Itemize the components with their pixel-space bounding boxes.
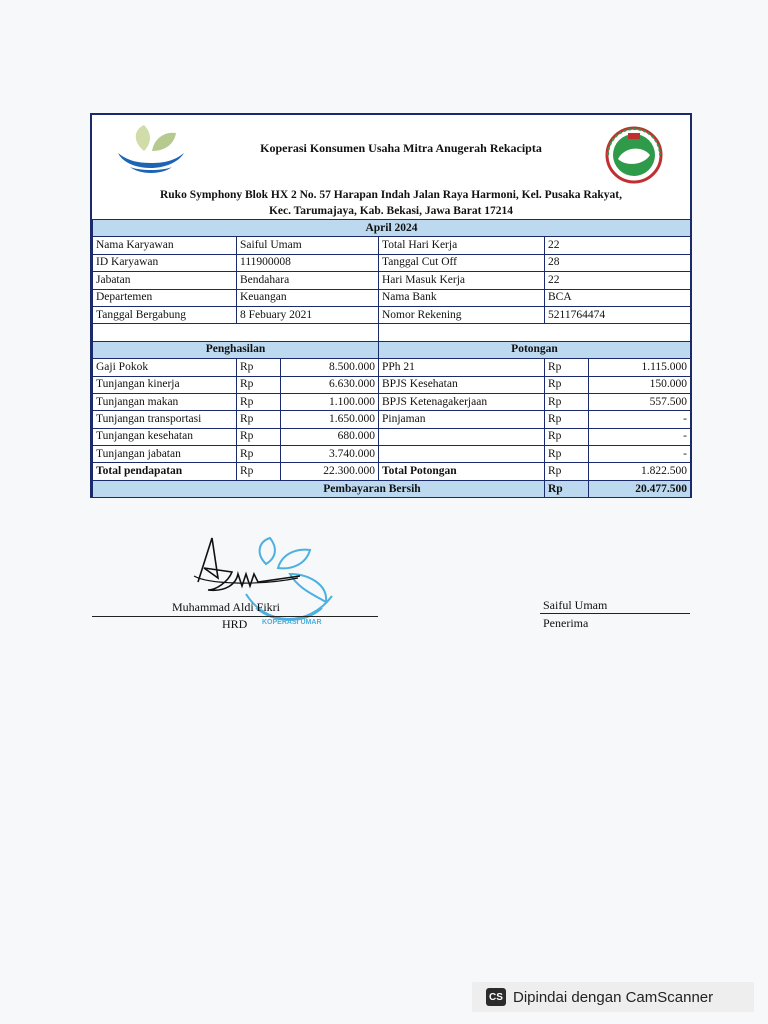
income-header: Penghasilan bbox=[93, 341, 379, 358]
deduction-currency: Rp bbox=[545, 428, 589, 445]
organization-address bbox=[92, 187, 690, 219]
deduction-amount: - bbox=[589, 428, 691, 445]
total-income-label: Total pendapatan bbox=[93, 463, 237, 480]
deduction-currency: Rp bbox=[545, 411, 589, 428]
account-number-label: Nomor Rekening bbox=[379, 306, 545, 323]
net-pay-row bbox=[93, 480, 691, 497]
receiver-name: Saiful Umam bbox=[543, 598, 608, 612]
hrd-name: Muhammad Aldi Fikri bbox=[172, 600, 280, 614]
net-pay-label: Pembayaran Bersih bbox=[93, 480, 545, 497]
deduction-currency: Rp bbox=[545, 393, 589, 410]
account-number-value: 5211764474 bbox=[545, 306, 691, 323]
income-label: Tunjangan transportasi bbox=[93, 411, 237, 428]
employee-name-label: Nama Karyawan bbox=[93, 237, 237, 254]
department-label: Departemen bbox=[93, 289, 237, 306]
deduction-currency: Rp bbox=[545, 359, 589, 376]
deduction-label: PPh 21 bbox=[379, 359, 545, 376]
period-row bbox=[93, 220, 691, 237]
organization-name: Koperasi Konsumen Usaha Mitra Anugerah Rekacipta bbox=[260, 141, 542, 155]
income-label: Tunjangan makan bbox=[93, 393, 237, 410]
income-amount: 3.740.000 bbox=[281, 446, 379, 463]
deduction-label: BPJS Ketenagakerjaan bbox=[379, 393, 545, 410]
amount-row bbox=[93, 393, 691, 410]
spacer-row bbox=[93, 324, 691, 341]
department-value: Keuangan bbox=[237, 289, 379, 306]
total-deductions-currency: Rp bbox=[545, 463, 589, 480]
info-row bbox=[93, 254, 691, 271]
join-date-label: Tanggal Bergabung bbox=[93, 306, 237, 323]
spacer-cell bbox=[93, 324, 379, 341]
employee-id-value: 111900008 bbox=[237, 254, 379, 271]
income-currency: Rp bbox=[237, 411, 281, 428]
net-pay-currency: Rp bbox=[545, 480, 589, 497]
deduction-amount: 1.115.000 bbox=[589, 359, 691, 376]
deduction-amount: 150.000 bbox=[589, 376, 691, 393]
deduction-label: BPJS Kesehatan bbox=[379, 376, 545, 393]
hrd-role: HRD bbox=[222, 617, 248, 631]
deduction-amount: - bbox=[589, 411, 691, 428]
cutoff-label: Tanggal Cut Off bbox=[379, 254, 545, 271]
camscanner-icon: CS bbox=[486, 988, 506, 1006]
stamp-text: KOPERASI UMAR bbox=[262, 619, 322, 626]
position-value: Bendahara bbox=[237, 272, 379, 289]
total-deductions-label: Total Potongan bbox=[379, 463, 545, 480]
camscanner-watermark bbox=[472, 982, 754, 1012]
amount-row bbox=[93, 411, 691, 428]
deduction-currency: Rp bbox=[545, 376, 589, 393]
income-currency: Rp bbox=[237, 359, 281, 376]
income-currency: Rp bbox=[237, 428, 281, 445]
present-days-value: 22 bbox=[545, 272, 691, 289]
address-line-1: Ruko Symphony Blok HX 2 No. 57 Harapan Indah Jalan Raya Harmoni, Kel. Pusaka Rakyat, bbox=[159, 189, 622, 201]
employee-name-value: Saiful Umam bbox=[237, 237, 379, 254]
payslip bbox=[90, 113, 692, 498]
income-label: Gaji Pokok bbox=[93, 359, 237, 376]
income-amount: 8.500.000 bbox=[281, 359, 379, 376]
amount-row bbox=[93, 359, 691, 376]
address-line-2: Kec. Tarumajaya, Kab. Bekasi, Jawa Barat 17214 bbox=[268, 205, 514, 217]
cooperative-emblem-icon bbox=[598, 125, 670, 185]
camscanner-text: Dipindai dengan CamScanner bbox=[513, 988, 714, 1006]
section-header-row bbox=[93, 341, 691, 358]
payslip-table bbox=[92, 219, 691, 498]
total-income-amount: 22.300.000 bbox=[281, 463, 379, 480]
total-income-currency: Rp bbox=[237, 463, 281, 480]
hrd-signature-icon bbox=[168, 532, 308, 602]
net-pay-amount: 20.477.500 bbox=[589, 480, 691, 497]
period-label: April 2024 bbox=[93, 220, 691, 237]
amount-row bbox=[93, 428, 691, 445]
amount-row bbox=[93, 376, 691, 393]
deduction-label bbox=[379, 428, 545, 445]
income-amount: 1.100.000 bbox=[281, 393, 379, 410]
income-label: Tunjangan kesehatan bbox=[93, 428, 237, 445]
amount-row bbox=[93, 446, 691, 463]
employee-id-label: ID Karyawan bbox=[93, 254, 237, 271]
cutoff-value: 28 bbox=[545, 254, 691, 271]
total-deductions-amount: 1.822.500 bbox=[589, 463, 691, 480]
deduction-label: Pinjaman bbox=[379, 411, 545, 428]
join-date-value: 8 Febuary 2021 bbox=[237, 306, 379, 323]
income-currency: Rp bbox=[237, 393, 281, 410]
workdays-value: 22 bbox=[545, 237, 691, 254]
deduction-label bbox=[379, 446, 545, 463]
income-amount: 680.000 bbox=[281, 428, 379, 445]
income-amount: 1.650.000 bbox=[281, 411, 379, 428]
deduction-currency: Rp bbox=[545, 446, 589, 463]
income-label: Tunjangan kinerja bbox=[93, 376, 237, 393]
position-label: Jabatan bbox=[93, 272, 237, 289]
deduction-amount: - bbox=[589, 446, 691, 463]
totals-row bbox=[93, 463, 691, 480]
payslip-header bbox=[92, 115, 690, 219]
info-row bbox=[93, 306, 691, 323]
spacer-cell bbox=[379, 324, 691, 341]
bank-name-value: BCA bbox=[545, 289, 691, 306]
info-row bbox=[93, 237, 691, 254]
present-days-label: Hari Masuk Kerja bbox=[379, 272, 545, 289]
deductions-header: Potongan bbox=[379, 341, 691, 358]
income-currency: Rp bbox=[237, 376, 281, 393]
workdays-label: Total Hari Kerja bbox=[379, 237, 545, 254]
income-currency: Rp bbox=[237, 446, 281, 463]
receiver-role: Penerima bbox=[543, 616, 589, 630]
signature-section bbox=[0, 520, 768, 640]
info-row bbox=[93, 289, 691, 306]
bank-name-label: Nama Bank bbox=[379, 289, 545, 306]
info-row bbox=[93, 272, 691, 289]
income-label: Tunjangan jabatan bbox=[93, 446, 237, 463]
income-amount: 6.630.000 bbox=[281, 376, 379, 393]
deduction-amount: 557.500 bbox=[589, 393, 691, 410]
receiver-signature-line bbox=[540, 613, 690, 614]
